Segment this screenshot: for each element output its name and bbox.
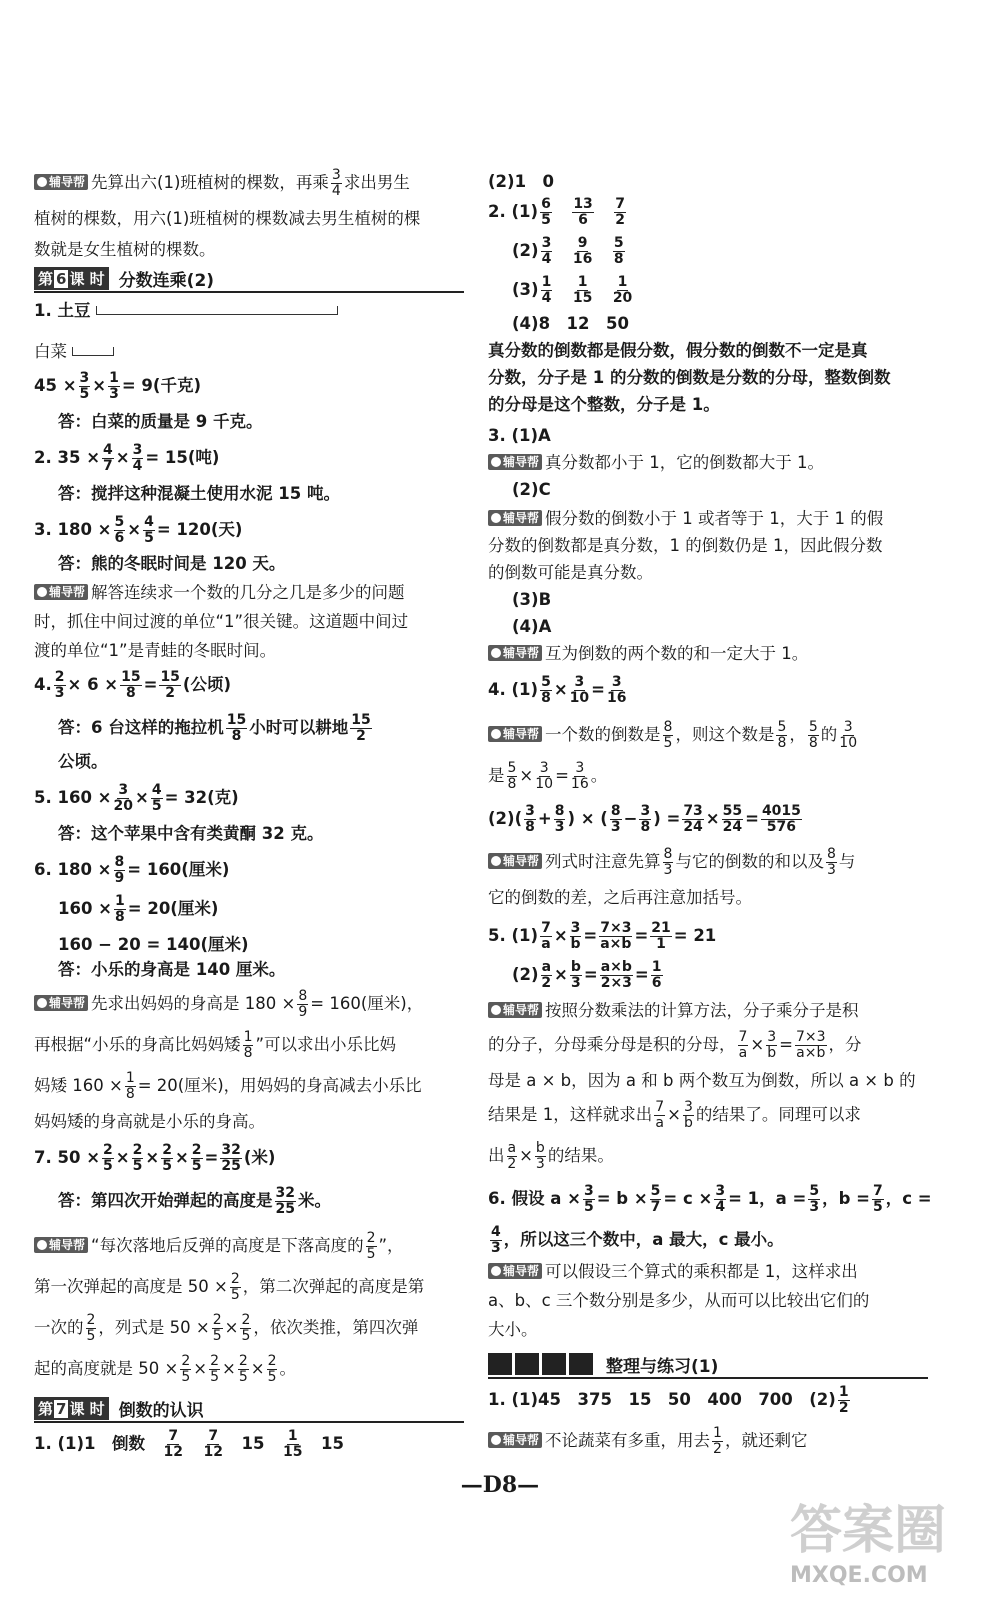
- q7-answer: 答：第四次开始弹起的高度是 $\frac{32}{25}$ 米。: [58, 1185, 331, 1217]
- r-q4-help-4: 它的倒数的差，之后再注意加括号。: [488, 888, 752, 907]
- r-q5-b: (2) $\frac{a}{2}$ × $\frac{b}{3}$ = $\frac{a\times b}{2\times 3}$ = $\frac{1}{6}$: [512, 959, 662, 991]
- help-tag: 辅导帮: [34, 995, 88, 1011]
- q4-answer: 答：6 台这样的拖拉机 $\frac{15}{8}$ 小时可以耕地 $\frac{15}{2}$: [58, 712, 371, 744]
- q6-line-3: 160 − 20 = 140(厘米): [58, 935, 249, 954]
- q6-help-4: 妈妈矮的身高就是小乐的身高。: [34, 1112, 265, 1131]
- r-q5-a: 5. (1) $\frac{7}{a}$ × $\frac{3}{b}$ = $\frac{7\times 3}{a\times b}$ = $\frac{21}{1}$ = 21: [488, 920, 717, 952]
- help-tag: 辅导帮: [34, 174, 88, 190]
- q6-line-1: 6. 180 × $\frac{8}{9}$ = 160(厘米): [34, 854, 230, 886]
- r-q6-help-2: a、b、c 三个数分别是多少，从而可以比较出它们的: [488, 1291, 870, 1310]
- help-tag: 辅导帮: [488, 1002, 542, 1018]
- summary-2: 分数，分子是 1 的分数的倒数是分数的分母，整数倒数: [488, 368, 891, 387]
- r-q6-line-1: 6. 假设 a × $\frac{3}{5}$ = b × $\frac{5}{7}$ = c × $\frac{3}{4}$ = 1，a = $\frac{5}{3}$ ，b = $\frac{7}{5}$ ，c =: [488, 1183, 932, 1215]
- q7-help-2: 第一次弹起的高度是 50 × $\frac{2}{5}$ ，第二次弹起的高度是第: [34, 1271, 425, 1303]
- page-number: —D8—: [460, 1472, 540, 1498]
- lesson-7-header: 第 7 课 时 倒数的认识: [34, 1395, 464, 1423]
- q7-help-1: 辅导帮 “每次落地后反弹的高度是下落高度的 $\frac{2}{5}$ ”，: [34, 1231, 464, 1262]
- r-q6-line-2: $\frac{4}{3}$ ，所以这三个数中，a 最大，c 最小。: [491, 1224, 784, 1256]
- q8-line: 1. (1)1 倒数 $\frac{7}{12}$ $\frac{7}{12}$ 15 $\frac{1}{15}$ 15: [34, 1428, 344, 1460]
- lesson-6-header: 第 6 课 时 分数连乘(2): [34, 265, 464, 293]
- r-q3-help-b2: 分数的倒数都是真分数，1 的倒数仍是 1，因此假分数: [488, 536, 883, 555]
- help-tag: 辅导帮: [34, 584, 88, 600]
- q1-line: 1. 土豆: [34, 299, 464, 322]
- r-q3-help-d: 辅导帮 互为倒数的两个数的和一定大于 1。: [488, 642, 928, 665]
- q7-help-3: 一次的 $\frac{2}{5}$ ，列式是 50 × $\frac{2}{5}$ × $\frac{2}{5}$ ，依次类推，第四次弹: [34, 1312, 419, 1344]
- summary-1: 真分数的倒数都是假分数，假分数的倒数不一定是真: [488, 341, 868, 360]
- r-q3-d: (4)A: [512, 617, 552, 636]
- intro-line-1: 辅导帮 先算出六(1)班植树的棵数，再乘 $\frac{3}{4}$ 求出男生: [34, 168, 464, 199]
- q6-help-3: 妈矮 160 × $\frac{1}{8}$ = 20(厘米)，用妈妈的身高减去小乐比: [34, 1070, 422, 1102]
- r-q5-help-3: 母是 a × b，因为 a 和 b 两个数互为倒数，所以 a × b 的: [488, 1071, 916, 1090]
- q3-equation: 3. 180 × $\frac{5}{6}$ × $\frac{4}{5}$ = 120(天): [34, 514, 243, 546]
- r-q3-help-b3: 的倒数可能是真分数。: [488, 563, 653, 582]
- q1-cabbage: 白菜: [34, 340, 464, 363]
- q7-equation: 7. 50 × $\frac{2}{5}$ × $\frac{2}{5}$ × $\frac{2}{5}$ × $\frac{2}{5}$ = $\frac{32}{25}$ (米): [34, 1142, 276, 1174]
- r-q6-help-3: 大小。: [488, 1320, 538, 1339]
- summary-3: 的分母是这个整数，分子是 1。: [488, 395, 720, 414]
- intro-line-3: 数就是女生植树的棵数。: [34, 240, 216, 259]
- q1-equation: 45 × $\frac{3}{5}$ × $\frac{1}{3}$ = 9(千克): [34, 370, 201, 402]
- q4-answer-2: 公顷。: [58, 752, 108, 771]
- r-q3-a: 3. (1)A: [488, 426, 551, 445]
- r-q3-help-b1: 辅导帮 假分数的倒数小于 1 或者等于 1，大于 1 的假: [488, 507, 928, 530]
- r-q6-help-1: 辅导帮 可以假设三个算式的乘积都是 1，这样求出: [488, 1260, 928, 1283]
- r-q4-b: (2)( $\frac{3}{8}$ + $\frac{8}{3}$ ) × ( $\frac{8}{3}$ − $\frac{3}{8}$ ) = $\frac{73}{24}$ × $\frac{55}{24}$ = $\frac{4015}{576}$: [488, 803, 801, 835]
- q6-help-2: 再根据“小乐的身高比妈妈矮 $\frac{1}{8}$ ”可以求出小乐比妈: [34, 1029, 397, 1061]
- r-q5-help-2: 的分子，分母乘分母是积的分母， $\frac{7}{a}$ × $\frac{3}{b}$ = $\frac{7\times 3}{a\times b}$ ，分: [488, 1029, 862, 1061]
- help-tag: 辅导帮: [488, 1432, 542, 1448]
- r-q7-help: 辅导帮 不论蔬菜有多重，用去 $\frac{1}{2}$ ，就还剩它: [488, 1426, 928, 1457]
- r-q5-help-5: 出 $\frac{a}{2}$ × $\frac{b}{3}$ 的结果。: [488, 1140, 614, 1172]
- r-line-1: (2)1 0: [488, 172, 555, 191]
- help-tag: 辅导帮: [34, 1237, 88, 1253]
- q6-line-2: 160 × $\frac{1}{8}$ = 20(厘米): [58, 893, 219, 925]
- r-q4-help-1: 辅导帮 一个数的倒数是 $\frac{8}{5}$ ，则这个数是 $\frac{5}{8}$ ， $\frac{5}{8}$ 的 $\frac{3}{10}$: [488, 720, 928, 751]
- help-tag: 辅导帮: [488, 645, 542, 661]
- intro-line-2: 植树的棵数，用六(1)班植树的棵数减去男生植树的棵: [34, 209, 421, 228]
- q6-answer: 答：小乐的身高是 140 厘米。: [58, 960, 286, 979]
- r-q4-a: 4. (1) $\frac{5}{8}$ × $\frac{3}{10}$ = $\frac{3}{16}$: [488, 674, 627, 706]
- help-tag: 辅导帮: [488, 454, 542, 470]
- q2-equation: 2. 35 × $\frac{4}{7}$ × $\frac{3}{4}$ = 15(吨): [34, 442, 220, 474]
- r-line-2: 2. (1) $\frac{6}{5}$ $\frac{13}{6}$ $\frac{7}{2}$: [488, 196, 626, 228]
- help-tag: 辅导帮: [488, 510, 542, 526]
- watermark-logo: [790, 1488, 990, 1593]
- q2-answer: 答：搅拌这种混凝土使用水泥 15 吨。: [58, 484, 340, 503]
- q1-answer: 答：白菜的质量是 9 千克。: [58, 412, 263, 431]
- q5-answer: 答：这个苹果中含有类黄酮 32 克。: [58, 824, 324, 843]
- q3-help-3: 渡的单位“1”是青蛙的冬眠时间。: [34, 641, 277, 660]
- watermark-text: 答案圈: [790, 1501, 947, 1561]
- left-column: [34, 168, 464, 1460]
- r-q7-line: 1. (1)45 375 15 50 400 700 (2) $\frac{1}{2}$: [488, 1384, 849, 1416]
- r-q4-help-2: 是 $\frac{5}{8}$ × $\frac{3}{10}$ = $\frac{3}{16}$ 。: [488, 760, 608, 792]
- r-q3-help-a: 辅导帮 真分数都小于 1，它的倒数都大于 1。: [488, 451, 928, 474]
- q7-help-4: 起的高度就是 50 × $\frac{2}{5}$ × $\frac{2}{5}$ × $\frac{2}{5}$ × $\frac{2}{5}$ 。: [34, 1353, 296, 1385]
- q3-help-2: 时，抓住中间过渡的单位“1”很关键。这道题中间过: [34, 612, 409, 631]
- r-line-4: (3) $\frac{1}{4}$ $\frac{1}{15}$ $\frac{1}{20}$: [512, 274, 633, 306]
- q4-equation: 4. $\frac{2}{3}$ × 6 × $\frac{15}{8}$ = $\frac{15}{2}$ (公顷): [34, 669, 232, 701]
- q3-help-1: 辅导帮 解答连续求一个数的几分之几是多少的问题: [34, 581, 464, 604]
- r-q5-help-4: 结果是 1，这样就求出 $\frac{7}{a}$ × $\frac{3}{b}$ 的结果了。同理可以求: [488, 1099, 861, 1131]
- q5-equation: 5. 160 × $\frac{3}{20}$ × $\frac{4}{5}$ = 32(克): [34, 782, 239, 814]
- watermark-url: MXQE.COM: [790, 1563, 928, 1588]
- r-line-3: (2) $\frac{3}{4}$ $\frac{9}{16}$ $\frac{5}{8}$: [512, 235, 624, 267]
- q6-help-1: 辅导帮 先求出妈妈的身高是 180 × $\frac{8}{9}$ = 160(厘米)，: [34, 989, 464, 1020]
- r-q5-help-1: 辅导帮 按照分数乘法的计算方法，分子乘分子是积: [488, 999, 928, 1022]
- help-tag: 辅导帮: [488, 726, 542, 742]
- r-line-5: (4)8 12 50: [512, 314, 629, 333]
- q3-answer: 答：熊的冬眠时间是 120 天。: [58, 554, 286, 573]
- help-tag: 辅导帮: [488, 1263, 542, 1279]
- right-column: [488, 170, 932, 1457]
- r-q3-c: (3)B: [512, 590, 552, 609]
- help-tag: 辅导帮: [488, 853, 542, 869]
- r-q4-help-3: 辅导帮 列式时注意先算 $\frac{8}{3}$ 与它的倒数的和以及 $\frac{8}{3}$ 与: [488, 847, 928, 878]
- r-q3-b: (2)C: [512, 480, 551, 499]
- practice-section-header: 整理与练习(1): [488, 1351, 928, 1379]
